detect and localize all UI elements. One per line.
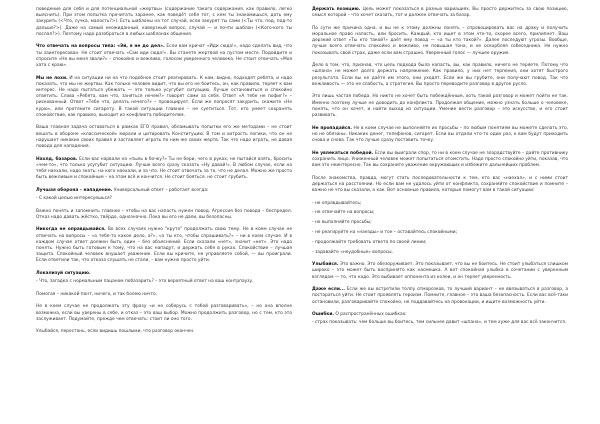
bold-lead: Улыбайся. bbox=[312, 262, 339, 268]
heading: Локализуй ситуацию. bbox=[36, 271, 91, 277]
paragraph: Ваша главная задача оставаться в рамках ЕГО правил, обламывать попытки его же методами – не стоит вешать в обороне «классической» морали и цитировать Конституцию. В том и хитрость логики, что он не нарушает никаких своих правил и заставляет играть по ним же своих жертв. Так что надо играть, не давая повода для нападения. bbox=[36, 125, 292, 150]
paragraph: Даже если... Если же вы встретили толпу отморозков, то лучший вариант – не ввязываться в разговор, а постараться уйти. Не стоит проявлять героизм. Помните, главное – это ваша безопасность. Если вас всё-таки остановили, разговаривайте спокойно, не поддавайтесь на провокации, и ищите возможность уйти. bbox=[312, 287, 568, 305]
list-item: - не реагируйте на «наезды» и тон – оставайтесь спокойными; bbox=[312, 230, 458, 235]
paragraph: Это лишь частая победа. Но никто не хочет быть побеждённым, хоть такой разговор и может пойти не так. Именно поэтому лучше не доводить до конфликта. Продолжая общение, можно узнать больше о человеке, понять, что он хочет, и найти выход из ситуации. Умение вести разговор – это искусство, и его стоит развивать. bbox=[312, 94, 568, 119]
bold-lead: Держать позицию. bbox=[312, 7, 361, 12]
list-item: - не выполняйте просьбы; bbox=[312, 220, 372, 226]
bold-lead: Мы не лохи. bbox=[36, 75, 68, 81]
bold-lead: Не пропадайся. bbox=[312, 125, 352, 131]
bold-lead: Даже если... bbox=[312, 287, 345, 293]
paragraph: поведение для себя и для потенциальной «жертвы» (содержание такого содержания, как правило, легко выяснить). При этом попытка прочитать заранее, как поведёт себя тот, с кем ты знакомишься, дать ему закурить (<Что, сучка, малость?>). Есть шаблоны на тот случай, если закурят ты сами (<Ты что, под, под-то дальше?>). Даже на самый неожиданный, каверзный вопрос, случай — и почти шаблон (<Кого-кого ты послал?>). Поэтому надо разобраться в любых шаблонах общения. bbox=[36, 7, 292, 37]
paragraph: Мы не лохи. И на ситуации ни на что подобное стоит реагировать. К нам, видно, подходят ребята, и надо показать, что мы не жертвы. Как только человек видит, что вы его не боитесь, он, как правило, теряет к вам интерес. Не надо пытаться убежать — это только усугубит ситуацию. Лучше остановиться и спокойно ответить. Слова «Ребята, вам что, заняться нечем?» говорят сами за себя. Ответ «А тебе не пофиг?» – рискованный. Ответ «Тебе что, делать нечего?» – провоцирует. Если же попросят закурить, скажите «Не курю», или протяните сигарету. В такой ситуации главное – не суетиться. Тот, кто умеет сохранять спокойствие, как правило, выходит из конфликта победителем. bbox=[36, 75, 292, 118]
paragraph: - страх показывать: чем больше вы боитесь, тем сильнее давит «шпана», и тем хуже для вас всё закончится. bbox=[312, 320, 567, 326]
right-column bbox=[312, 7, 568, 333]
list-item: - не отвечайте на вопросы; bbox=[312, 210, 375, 216]
paragraph: После знакомства, правда, могут стать последовательности к тем, кто вас «наехал», и с ними стоит держаться на расстоянии. Но если вам не удалось уйти от конфликта, сохраняйте спокойствие и помните – важно не что вы сказали, а как. Вот основные правила, которые помогут вам в такой ситуации: bbox=[312, 175, 568, 194]
paragraph: - С какой целью интересуешься? bbox=[36, 196, 112, 202]
paragraph: Никогда не оправдывайся. Во всех случаях нужно "круто" продолжать свою тему. Не в коем случае не отвечать на вопросы – «а тебе-то какое дело, а?», «а ты кто, чтобы спрашивать?» – ни в коем случае. И в каждом случае ответ должен быть один – без объяснений. Если сказали «нет», значит «нет». Это надо понять. Нужно быть готовым к тому, что на вас нападут, и держать себя в руках. Спокойствие – лучшая защита. Спокойный человек внушает уважение. Если вы кричите, не управляете собой, — вы проиграли. Если ответили так, что отказа слушать не стали, – вам нужно просто уйти. bbox=[36, 227, 292, 264]
paragraph: По сути же причина одна, и вы не к этому должны понять – спровоцировать вас на драку и получить моральное право напасть, или бросить. Каждый, кто ищет в этом что-то, скорее всего, прилипнет. Ваш дерзкий ответ «Ты кто такой?» даёт ему повод — «а ты кто такой?». Далее последуют угрозы. Вообще, лучше всего отвечать спокойно и вежливо, не повышая тона, и не оскорбляя собеседника. Не нужно показывать свой страх, даже если вам страшно. Уверенный голос — лучшее оружие. bbox=[312, 25, 568, 56]
bold-lead: Никогда не оправдывайся. bbox=[36, 227, 106, 233]
paragraph: Что отвечать на вопросы типа: «Эй, я не до дел». Если вам кричат «Иди сюда!», надо сделать вид, что ты заинтересован. Не стоит отвечать «Сам иди сюда!». Вы станете жертвой на пустом месте. Подойдите и спросите «Не вы меня звали?» – спокойно и вежливо, голосом уверенного человека. Не стоит отвечать «Моя хата с краю». bbox=[36, 44, 292, 69]
list-item: - не оправдывайтесь; bbox=[312, 200, 362, 206]
bold-lead: Что отвечать на вопросы типа: «Эй, я не до дел». bbox=[36, 44, 165, 50]
left-column bbox=[36, 7, 292, 342]
paragraph: Не пропадайся. Не в коем случае не выполняйте их просьбы – по любым понятиям вы можете сделать это, но не обязаны. Никаких денег, телефонов, сигарет. Если вы отдали что-то один раз, к вам будут приходить снова и снова. Так что лучше сразу поставить точку. bbox=[312, 125, 568, 144]
paragraph: Ошибки. О распространённых ошибках: bbox=[312, 312, 407, 318]
paragraph: - Что, загадка с нормальным пацаном побазарить? – это вероятный ответ на ваш контрпаузу. bbox=[36, 279, 254, 285]
paragraph: Улыбайся, перестань, если видишь пошлыми, что разговор окончен. bbox=[36, 329, 195, 335]
bold-lead: Лучшая оборона – нападение. bbox=[36, 187, 113, 193]
paragraph: Лучшая оборона – нападение. Универсальный ответ – работает всегда: bbox=[36, 187, 209, 193]
paragraph: Не в коем случае не продолжать эту фразу «и не соберусь с тобой разговаривать», – но она вполне возможна, если вы уверены в себе, и отказ – это ваш выбор. Можно продолжить разговор, но с тем, кто это заслуживает. Подумайте, прежде чем отвечать: стоит ли оно того. bbox=[36, 304, 292, 322]
bold-lead: Ошибки. bbox=[312, 312, 335, 318]
paragraph: Улыбайся. Это важно. Это обезоруживает. Это показывает, что вы не боитесь. Не стоит улыбаться слишком широко – это может быть воспринято как насмешка. А вот спокойная улыбка в сочетании с уверенным взглядом — то, что надо. Это выбивает оппонента из колеи, и он теряет уверенность. bbox=[312, 262, 568, 280]
paragraph: Не увлекаться победой. Если вы выиграли спор, то ни в коем случае не злорадствуйте – дайте противнику сохранить лицо. Униженный человек может попытаться отомстить. Надо просто спокойно уйти, показав, что вам это неинтересно. Так вы сохраните уважение окружающих и избежите дальнейших проблем. bbox=[312, 150, 568, 169]
paragraph: Держать позицию. Цель может показаться в разных вариациях. Вы просто держитесь за свою позицию, смысл которой – что хочет сказать, тот и должен отвечать за базар. bbox=[312, 7, 568, 19]
bold-lead: Не увлекаться победой. bbox=[312, 150, 374, 156]
list-item: - продолжайте требовать ответа по своей линии; bbox=[312, 239, 427, 245]
bold-lead: Нахлд, базаров. bbox=[36, 156, 78, 162]
paragraph: Помогая – никакой понт, ничего, и так болею ничто. bbox=[36, 291, 158, 297]
list-item: - задавайте «неудобные» вопросы. bbox=[312, 249, 393, 255]
paragraph: Дело в том, что, признав, что цель подхода была напасть, вы, как правило, ничего не теряете. Потому что «шпана» не может долго держать напряжение. Как правило, у них нет терпения, они хотят быстрого результата. Если вы не даёте им этого, они уходят. Если же вы грубите, они получают повод. Так что вежливость — это не слабость, а стратегия. Вы просто переводите разговор в другое русло. bbox=[312, 63, 568, 87]
paragraph: Важно понять и запомнить главное – чтобы на вас напасть нужен повод. Агрессия без повода – беспредел. Отказ надо давать жёстко, твёрдо, однозначно. Пока вы его не дали, вы безопасны. bbox=[36, 208, 292, 220]
paragraph: Нахлд, базаров. Если вас нарвали на «пыль в бочку?» Ты не бери, чего в руках, не пытайся взять, бросить «чем-то», что только усугубит ситуацию. Лучше всего сразу сказать «Ну давай!». В любом случае, если на тебя наехали, надо знать: на кого наехали, и за что. Не стоит отвечать за то, что не делал. Можно же просто быть вежливым и спокойным – на этом всё и кончится. Не стоит бояться, не стоит грубить. bbox=[36, 156, 293, 181]
